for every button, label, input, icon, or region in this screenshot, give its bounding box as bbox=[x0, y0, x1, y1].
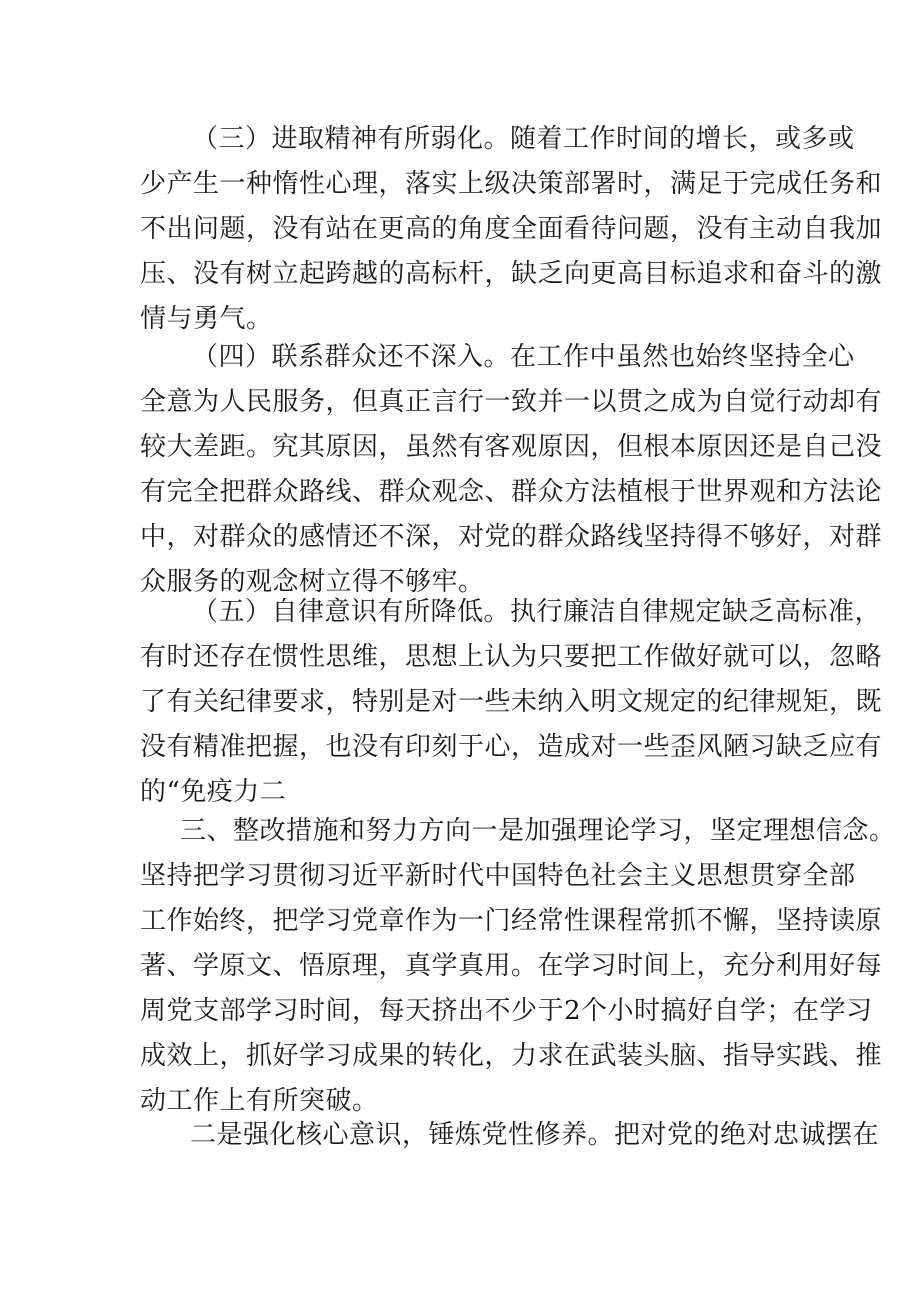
text-line: 的“免疫力二 bbox=[140, 777, 287, 807]
paragraph-core-awareness bbox=[140, 1113, 880, 1158]
paragraph-section-3 bbox=[140, 117, 883, 342]
text-line: 有时还存在惯性思维，思想上认为只要把工作做好就可以，忽略 bbox=[140, 642, 883, 672]
text-line: 二是强化核心意识，锤炼党性修养。把对党的绝对忠诚摆在 bbox=[190, 1120, 880, 1150]
text-line: 众服务的观念树立得不够牢。 bbox=[140, 567, 485, 597]
text-line: （五）自律意识有所降低。执行廉洁自律规定缺乏高标准， bbox=[192, 597, 882, 627]
text-line: （三）进取精神有所弱化。随着工作时间的增长，或多或 bbox=[192, 124, 855, 154]
text-line: 周党支部学习时间，每天挤出不少于2个小时搞好自学；在学习 bbox=[140, 996, 873, 1026]
text-line: 坚持把学习贯彻习近平新时代中国特色社会主义思想贯穿全部 bbox=[140, 861, 856, 891]
text-line: 压、没有树立起跨越的高标杆，缺乏向更高目标追求和奋斗的激 bbox=[140, 259, 883, 289]
text-line: （四）联系群众还不深入。在工作中虽然也始终坚持全心 bbox=[192, 342, 855, 372]
text-line: 动工作上有所突破。 bbox=[140, 1086, 379, 1116]
text-line: 情与勇气。 bbox=[140, 304, 273, 334]
text-line: 中，对群众的感情还不深，对党的群众路线坚持得不够好，对群 bbox=[140, 522, 883, 552]
text-line: 有完全把群众路线、群众观念、群众方法植根于世界观和方法论 bbox=[140, 477, 883, 507]
text-line: 了有关纪律要求，特别是对一些未纳入明文规定的纪律规矩，既 bbox=[140, 687, 883, 717]
text-line: 全意为人民服务，但真正言行一致并一以贯之成为自觉行动却有 bbox=[140, 387, 883, 417]
text-line: 较大差距。究其原因，虽然有客观原因，但根本原因还是自己没 bbox=[140, 432, 883, 462]
text-line: 不出问题，没有站在更高的角度全面看待问题，没有主动自我加 bbox=[140, 214, 883, 244]
paragraph-section-5 bbox=[140, 590, 883, 815]
paragraph-rectification bbox=[140, 809, 896, 1124]
text-line: 工作始终，把学习党章作为一门经常性课程常抓不懈，坚持读原 bbox=[140, 906, 883, 936]
text-line: 著、学原文、悟原理，真学真用。在学习时间上，充分利用好每 bbox=[140, 951, 883, 981]
text-line: 成效上，抓好学习成果的转化，力求在武装头脑、指导实践、推 bbox=[140, 1041, 883, 1071]
text-line: 没有精准把握，也没有印刻于心，造成对一些歪风陋习缺乏应有 bbox=[140, 732, 883, 762]
text-line: 少产生一种惰性心理，落实上级决策部署时，满足于完成任务和 bbox=[140, 169, 883, 199]
paragraph-section-4 bbox=[140, 335, 883, 605]
text-line: 三、整改措施和努力方向一是加强理论学习，坚定理想信念。 bbox=[180, 816, 896, 846]
